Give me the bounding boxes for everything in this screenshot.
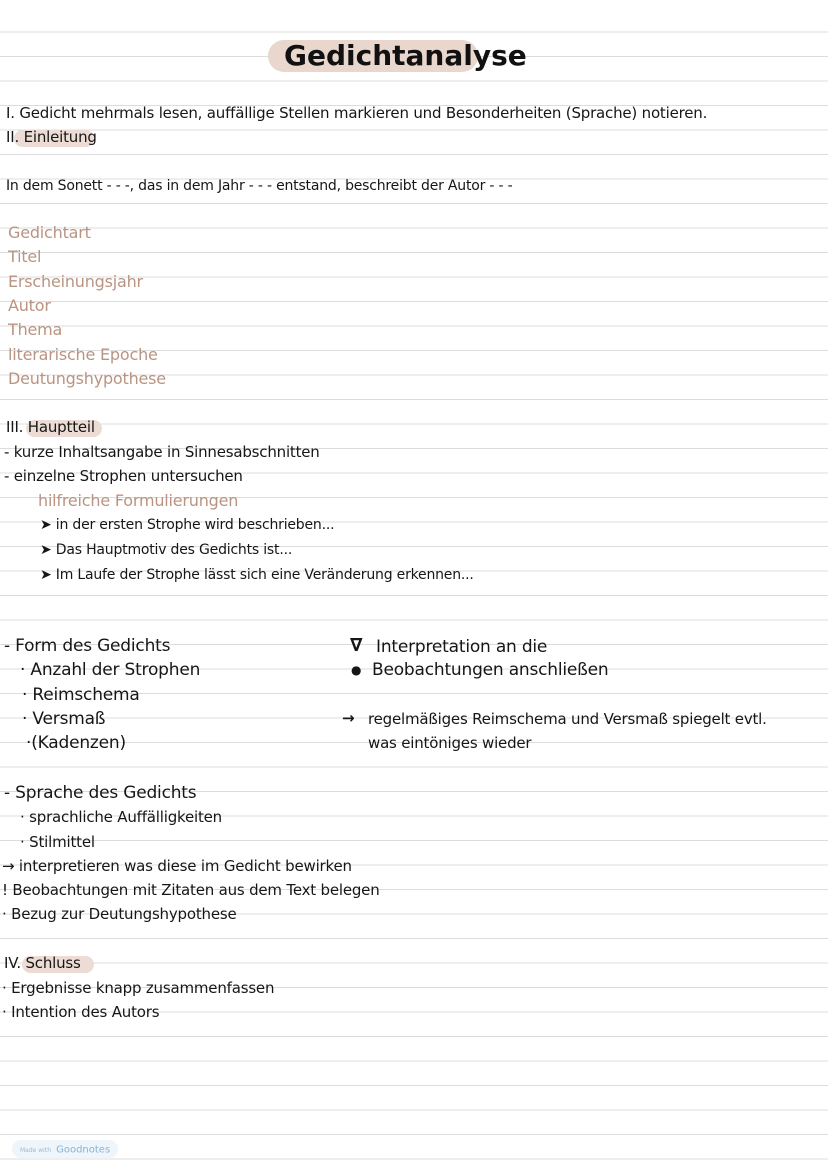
sprache-item: · Stilmittel: [20, 833, 95, 851]
made-with-label: Made with: [20, 1147, 51, 1154]
einleitung-item: Gedichtart: [8, 223, 91, 242]
form-item: · Anzahl der Strophen: [20, 660, 201, 680]
bullet-dot-icon: ●: [351, 663, 362, 677]
right-arrow-note: was eintöniges wieder: [368, 734, 532, 752]
einleitung-item: literarische Epoche: [8, 345, 158, 364]
right-arrow-note: regelmäßiges Reimschema und Versmaß spiegelt evtl.: [368, 710, 767, 728]
sprache-heading: - Sprache des Gedichts: [4, 783, 197, 803]
form-heading: - Form des Gedichts: [4, 636, 171, 656]
schluss-item: · Ergebnisse knapp zusammenfassen: [2, 979, 275, 997]
formulierung-item: ➤ in der ersten Strophe wird beschrieben...: [40, 517, 335, 533]
einleitung-item: Titel: [8, 247, 42, 266]
einleitung-item: Erscheinungsjahr: [8, 272, 143, 291]
form-item: · Reimschema: [22, 685, 140, 705]
sprache-item: · sprachliche Auffälligkeiten: [20, 808, 222, 826]
formulierung-item: ➤ Das Hauptmotiv des Gedichts ist...: [40, 542, 293, 558]
sprache-after: · Bezug zur Deutungshypothese: [2, 905, 237, 923]
page-title: Gedichtanalyse: [284, 39, 527, 72]
schluss-heading: IV. Schluss: [4, 954, 81, 972]
goodnotes-watermark: [12, 1140, 118, 1158]
right-note: Interpretation an die: [376, 637, 548, 657]
form-item: · Versmaß: [22, 709, 106, 729]
goodnotes-brand: Goodnotes: [56, 1144, 111, 1156]
einleitung-heading: II. Einleitung: [6, 128, 97, 146]
formulierung-item: ➤ Im Laufe der Strophe lässt sich eine Veränderung erkennen...: [40, 567, 474, 583]
einleitung-item: Autor: [8, 296, 51, 315]
warning-triangle-icon: ∇: [350, 635, 363, 656]
hauptteil-line: - einzelne Strophen untersuchen: [4, 467, 243, 485]
form-item: ·(Kadenzen): [26, 733, 126, 753]
step-one-text: I. Gedicht mehrmals lesen, auffällige Stellen markieren und Besonderheiten (Sprache) notieren.: [6, 104, 708, 122]
schluss-item: · Intention des Autors: [2, 1003, 160, 1021]
formulierungen-heading: hilfreiche Formulierungen: [38, 491, 239, 510]
sprache-after: ! Beobachtungen mit Zitaten aus dem Text belegen: [2, 881, 380, 899]
arrow-right-icon: →: [342, 709, 355, 727]
hauptteil-line: - kurze Inhaltsangabe in Sinnesabschnitten: [4, 443, 320, 461]
einleitung-item: Deutungshypothese: [8, 369, 166, 388]
einleitung-item: Thema: [8, 320, 63, 339]
hauptteil-heading: III. Hauptteil: [6, 418, 95, 436]
sprache-after: → interpretieren was diese im Gedicht bewirken: [2, 857, 352, 875]
einleitung-sentence: In dem Sonett - - -, das in dem Jahr - - - entstand, beschreibt der Autor - - -: [6, 178, 513, 194]
right-note: Beobachtungen anschließen: [372, 660, 609, 680]
